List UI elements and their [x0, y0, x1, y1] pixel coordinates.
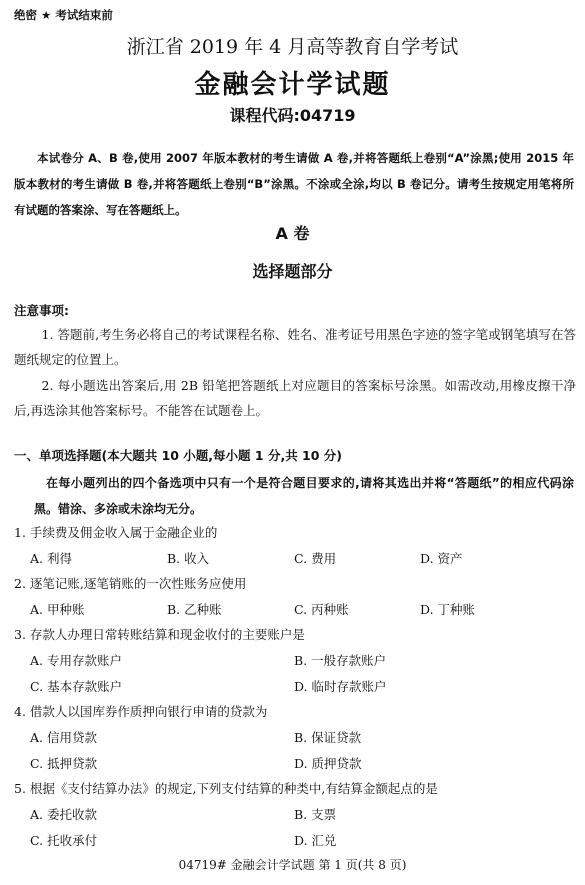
question-option: A. 专用存款账户 — [30, 653, 122, 668]
question-option: C. 丙种账 — [294, 602, 349, 617]
notice-item: 1. 答题前,考生务必将自己的考试课程名称、姓名、准考证号用黑色字迹的签字笔或钢笔填写在答题纸规定的位置上。 — [14, 327, 576, 367]
single-choice-instruction: 在每小题列出的四个备选项中只有一个是符合题目要求的,请将其选出并将“答题纸”的相应代码涂黑。错涂、多涂或未涂均无分。 — [34, 476, 574, 516]
question-stem: 1. 手续费及佣金收入属于金融企业的 — [14, 525, 218, 540]
question-option: B. 保证贷款 — [294, 730, 362, 745]
intro-paragraph: 本试卷分 A、B 卷,使用 2007 年版本教材的考生请做 A 卷,并将答题纸上卷别“A”涂黑;使用 2015 年版本教材的考生请做 B 卷,并将答题纸上卷别“B”涂黑。不涂或全涂,均以 B 卷记分。请考生按规定用笔将所有试题的答案涂、写在答题纸上。 — [14, 151, 574, 217]
question-option: C. 基本存款账户 — [30, 679, 123, 694]
part-title: A 卷 — [275, 224, 310, 243]
question-option: C. 抵押贷款 — [30, 756, 98, 771]
question-option: A. 委托收款 — [30, 807, 97, 822]
exam-title: 浙江省 2019 年 4 月高等教育自学考试 — [126, 36, 459, 58]
question-option: B. 支票 — [294, 807, 337, 822]
question-option: D. 质押贷款 — [294, 756, 362, 771]
question-option: B. 乙种账 — [167, 602, 222, 617]
question-option: B. 收入 — [167, 551, 210, 566]
notice-heading: 注意事项: — [14, 303, 69, 318]
question-stem: 2. 逐笔记账,逐笔销账的一次性账务应使用 — [14, 576, 247, 591]
course-code: 课程代码:04719 — [229, 106, 356, 125]
question-option: A. 信用贷款 — [30, 730, 97, 745]
question-stem: 5. 根据《支付结算办法》的规定,下列支付结算的种类中,有结算金额起点的是 — [14, 781, 438, 796]
question-option: D. 汇兑 — [294, 833, 337, 848]
confidential-mark: 绝密 ★ 考试结束前 — [14, 8, 113, 22]
section-title: 选择题部分 — [252, 262, 333, 281]
question-option: B. 一般存款账户 — [294, 653, 387, 668]
question-stem: 3. 存款人办理日常转账结算和现金收付的主要账户是 — [14, 627, 305, 642]
page-footer: 04719# 金融会计学试题 第 1 页(共 8 页) — [178, 858, 407, 872]
single-choice-heading: 一、单项选择题(本大题共 10 小题,每小题 1 分,共 10 分) — [14, 448, 343, 463]
question-option: D. 资产 — [420, 551, 463, 566]
notice-item: 2. 每小题选出答案后,用 2B 铅笔把答题纸上对应题目的答案标号涂黑。如需改动,用橡皮擦干净后,再选涂其他答案标号。不能答在试题卷上。 — [14, 378, 576, 418]
question-option: D. 丁种账 — [420, 602, 476, 617]
question-option: A. 甲种账 — [30, 602, 85, 617]
subject-title: 金融会计学试题 — [194, 70, 391, 100]
question-option: C. 托收承付 — [30, 833, 98, 848]
question-option: C. 费用 — [294, 551, 337, 566]
question-option: A. 利得 — [30, 551, 72, 566]
question-stem: 4. 借款人以国库券作质押向银行申请的贷款为 — [14, 704, 268, 719]
question-option: D. 临时存款账户 — [294, 679, 387, 694]
